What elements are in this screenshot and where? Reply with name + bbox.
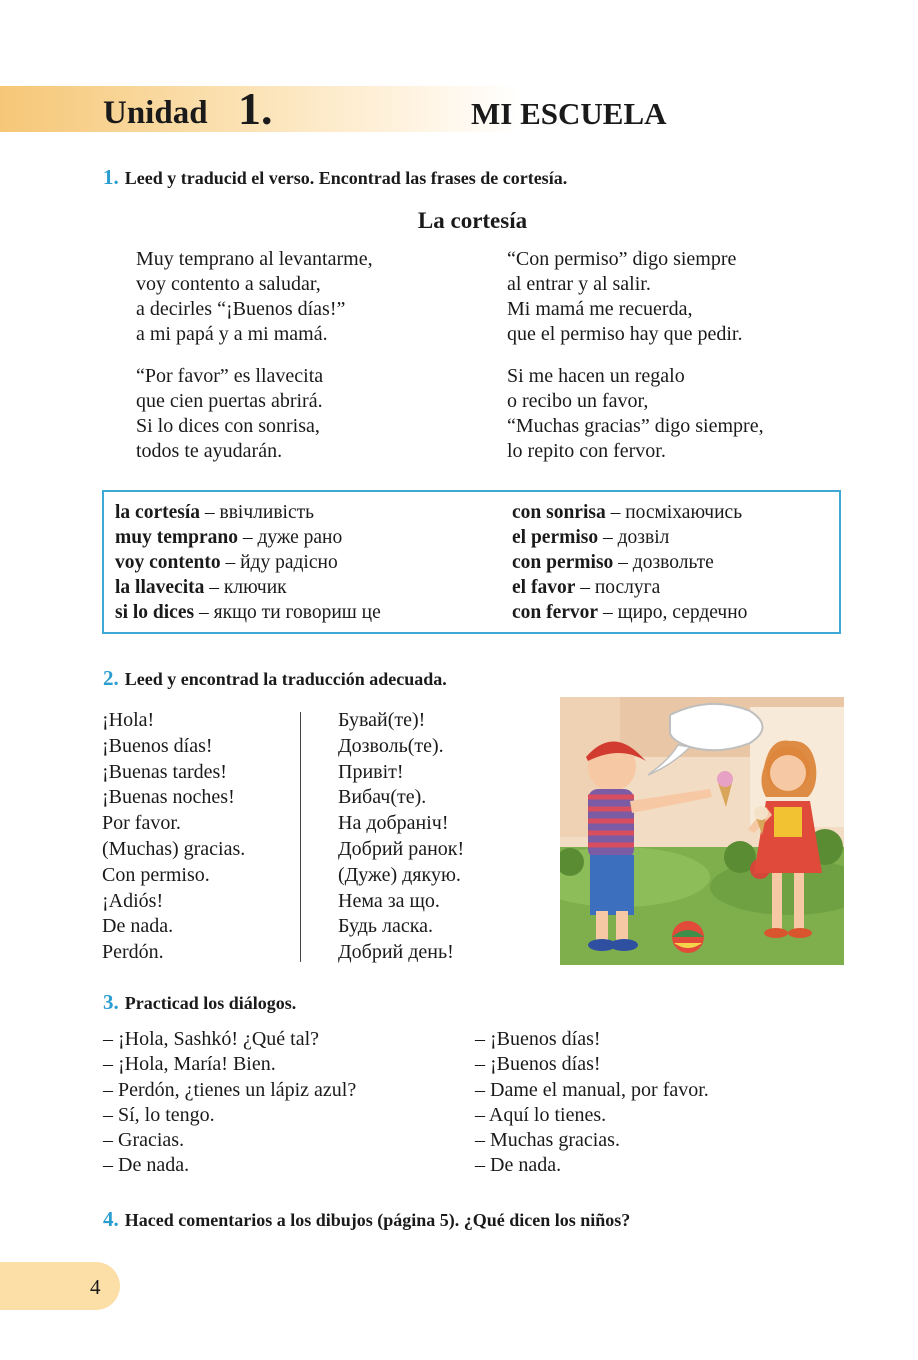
ukrainian-phrase: Добрий день! bbox=[338, 941, 454, 964]
poem-line: todos te ayudarán. bbox=[136, 440, 283, 462]
task-number: 4. bbox=[103, 1207, 119, 1231]
ukrainian-phrase: Дозволь(те). bbox=[338, 734, 444, 757]
poem-line: Mi mamá me recuerda, bbox=[507, 298, 693, 320]
poem-line: a mi papá y a mi mamá. bbox=[136, 323, 328, 345]
vocab-entry bbox=[115, 525, 381, 550]
poem-line: Muy temprano al levantarme, bbox=[136, 248, 373, 270]
ukrainian-phrase: Добрий ранок! bbox=[338, 837, 465, 860]
task-text: Haced comentarios a los dibujos (página 5). ¿Qué dicen los niños? bbox=[124, 1210, 631, 1230]
dialog-line: – Sí, lo tengo. bbox=[103, 1103, 215, 1126]
ukrainian-phrase: На добраніч! bbox=[338, 812, 449, 835]
poem-line: “Muchas gracias” digo siempre, bbox=[507, 415, 764, 437]
dialog-left bbox=[103, 1027, 356, 1179]
poem-line: Si me hacen un regalo bbox=[507, 365, 685, 387]
task-number: 2. bbox=[103, 666, 119, 690]
vocabulary-column-right bbox=[512, 500, 747, 625]
poem-stanza bbox=[136, 247, 373, 347]
ukrainian-phrase: Будь ласка. bbox=[338, 915, 434, 938]
task-number: 3. bbox=[103, 990, 119, 1014]
poem-line: que cien puertas abrirá. bbox=[136, 390, 323, 412]
children-illustration bbox=[560, 697, 844, 965]
vocab-term: la cortesía bbox=[115, 502, 201, 523]
spanish-phrase: Con permiso. bbox=[102, 863, 210, 886]
page-number-tab bbox=[0, 1262, 120, 1310]
dialog-right bbox=[475, 1027, 709, 1179]
dialog-line: – De nada. bbox=[103, 1154, 190, 1177]
poem-line: al entrar y al salir. bbox=[507, 273, 651, 295]
poem-stanza bbox=[507, 364, 764, 464]
poem-line: “Con permiso” digo siempre bbox=[507, 248, 737, 270]
poem-stanza bbox=[507, 247, 743, 347]
vocab-term: el permiso bbox=[512, 527, 599, 548]
vocab-term: voy contento bbox=[115, 552, 221, 573]
unit-title: MI ESCUELA bbox=[471, 96, 667, 131]
dialog-line: – ¡Hola, Sashkó! ¿Qué tal? bbox=[103, 1028, 320, 1050]
dialog-line: – Perdón, ¿tienes un lápiz azul? bbox=[103, 1078, 357, 1101]
dialog-line: – Dame el manual, por favor. bbox=[475, 1078, 709, 1101]
dialog-line: – Gracias. bbox=[103, 1129, 185, 1152]
vocab-translation: – послуга bbox=[580, 577, 661, 598]
unit-number: 1. bbox=[238, 83, 273, 134]
task-1-instruction bbox=[103, 165, 567, 190]
vocab-term: el favor bbox=[512, 577, 576, 598]
dialog-line: – ¡Hola, María! Bien. bbox=[103, 1053, 276, 1076]
dialog-line: – De nada. bbox=[475, 1154, 562, 1177]
vocab-translation: – дозвіл bbox=[602, 527, 670, 548]
task-text: Leed y encontrad la traducción adecuada. bbox=[124, 669, 447, 689]
vocab-translation: – щиро, сердечно bbox=[602, 602, 748, 623]
vocab-term: con sonrisa bbox=[512, 502, 606, 523]
spanish-phrase: ¡Buenas noches! bbox=[102, 786, 235, 809]
vocab-entry bbox=[512, 525, 747, 550]
ukrainian-phrase: Бувай(те)! bbox=[338, 709, 426, 731]
ukrainian-phrases-list bbox=[338, 708, 464, 966]
vocab-term: con permiso bbox=[512, 552, 614, 573]
vocab-term: muy temprano bbox=[115, 527, 238, 548]
vocabulary-box bbox=[102, 490, 841, 634]
vocab-entry bbox=[115, 575, 381, 600]
spanish-phrase: (Muchas) gracias. bbox=[102, 837, 246, 860]
poem-line: “Por favor” es llavecita bbox=[136, 365, 324, 387]
vocab-term: la llavecita bbox=[115, 577, 205, 598]
vocab-entry bbox=[512, 600, 747, 625]
ukrainian-phrase: Вибач(те). bbox=[338, 786, 427, 809]
spanish-phrases-list bbox=[102, 708, 245, 966]
poem-line: Si lo dices con sonrisa, bbox=[136, 415, 320, 437]
dialog-line: – ¡Buenos días! bbox=[475, 1028, 601, 1050]
ukrainian-phrase: Нема за що. bbox=[338, 889, 440, 912]
task-number: 1. bbox=[103, 165, 119, 189]
vocab-translation: – посміхаючись bbox=[610, 502, 743, 523]
spanish-phrase: ¡Buenos días! bbox=[102, 734, 213, 757]
vocab-entry bbox=[115, 600, 381, 625]
vocabulary-column-left bbox=[115, 500, 381, 625]
spanish-phrase: ¡Hola! bbox=[102, 709, 155, 731]
vocab-entry bbox=[512, 575, 747, 600]
vocab-translation: – йду радісно bbox=[225, 552, 338, 573]
vocab-translation: – якщо ти говориш це bbox=[198, 602, 381, 623]
poem-line: voy contento a saludar, bbox=[136, 273, 321, 295]
vocab-term: con fervor bbox=[512, 602, 599, 623]
vocab-term: si lo dices bbox=[115, 602, 195, 623]
poem-line: que el permiso hay que pedir. bbox=[507, 323, 743, 345]
vocab-entry bbox=[115, 550, 381, 575]
task-text: Leed y traducid el verso. Encontrad las frases de cortesía. bbox=[124, 168, 568, 188]
poem-line: o recibo un favor, bbox=[507, 390, 649, 412]
vocab-translation: – дуже рано bbox=[242, 527, 343, 548]
ukrainian-phrase: (Дуже) дякую. bbox=[338, 863, 461, 886]
task-3-instruction bbox=[103, 990, 296, 1015]
vocab-entry bbox=[512, 500, 747, 525]
spanish-phrase: Por favor. bbox=[102, 812, 181, 835]
vocab-translation: – ввічливість bbox=[204, 502, 315, 523]
task-2-instruction bbox=[103, 666, 447, 691]
spanish-phrase: ¡Buenas tardes! bbox=[102, 760, 227, 783]
spanish-phrase: ¡Adiós! bbox=[102, 889, 164, 912]
poem-title: La cortesía bbox=[417, 208, 528, 233]
spanish-phrase: Perdón. bbox=[102, 941, 164, 964]
spanish-phrase: De nada. bbox=[102, 915, 174, 938]
dialog-line: – Aquí lo tienes. bbox=[475, 1103, 607, 1126]
dialog-line: – Muchas gracias. bbox=[475, 1129, 620, 1152]
task-text: Practicad los diálogos. bbox=[124, 993, 297, 1013]
unit-label: Unidad bbox=[103, 95, 208, 131]
dialog-line: – ¡Buenos días! bbox=[475, 1053, 601, 1076]
column-divider bbox=[300, 712, 301, 962]
ukrainian-phrase: Привіт! bbox=[338, 760, 404, 783]
vocab-translation: – дозвольте bbox=[618, 552, 714, 573]
poem-line: lo repito con fervor. bbox=[507, 440, 666, 462]
vocab-entry bbox=[512, 550, 747, 575]
task-4-instruction bbox=[103, 1207, 630, 1232]
page-number: 4 bbox=[90, 1275, 101, 1299]
poem-line: a decirles “¡Buenos días!” bbox=[136, 298, 346, 320]
vocab-entry bbox=[115, 500, 381, 525]
vocab-translation: – ключик bbox=[209, 577, 287, 598]
poem-stanza bbox=[136, 364, 323, 464]
